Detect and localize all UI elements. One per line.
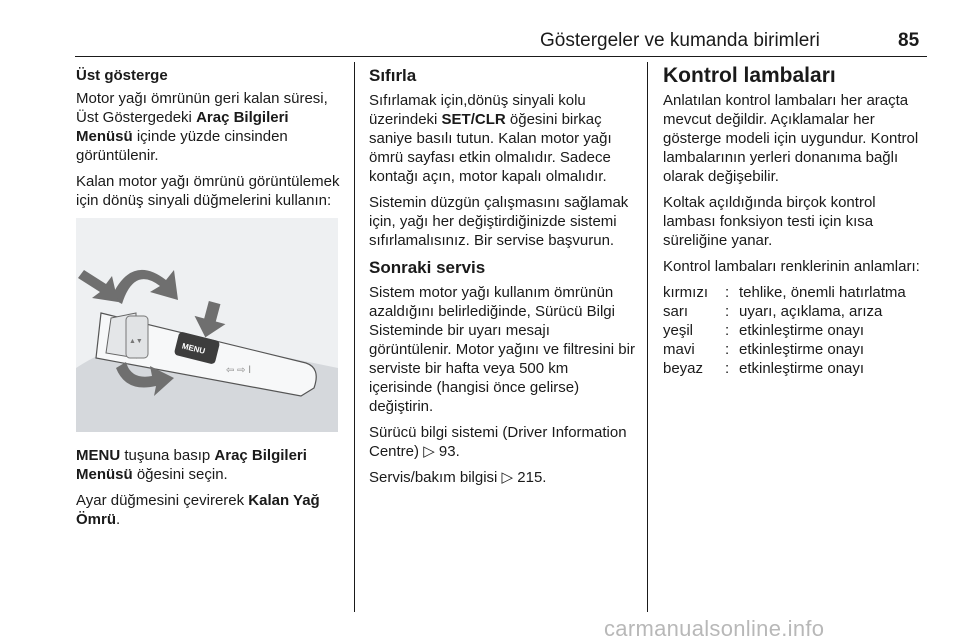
menu-button-label: MENU [180, 341, 207, 356]
color-meaning-table [663, 283, 906, 378]
set-clr-ring [126, 316, 148, 358]
section-heading-sonraki-servis: Sonraki servis [369, 258, 486, 277]
column-divider-1 [354, 62, 355, 612]
page-ref-link[interactable]: 93. [438, 443, 460, 460]
paragraph: Sistemin düzgün çalışmasını sağlamak için, yağı her değiştirdiğinizde sistemi sıfırlamalısınız. Bir servise başvurun. [369, 194, 629, 249]
paragraph: Koltak açıldığında birçok kontrol lambası fonksiyon testi için kısa süreliğine yanar. [663, 194, 876, 249]
header-title: Göstergeler ve kumanda birimleri [540, 30, 820, 51]
turn-signal-lever-illustration [76, 218, 338, 432]
header-rule [75, 56, 927, 57]
table-row: beyaz : etkinleştirme onayı [663, 360, 865, 377]
paragraph: Ayar düğmesini çevirerek Kalan Yağ Ömrü. [76, 492, 320, 528]
page-ref-icon: ▷ [501, 469, 514, 486]
section-heading-ust-gosterge: Üst gösterge [76, 67, 168, 84]
figure-turn-signal-lever [76, 218, 338, 432]
page-ref-icon: ▷ [423, 443, 435, 460]
watermark: carmanualsonline.info [604, 616, 825, 641]
section-heading-sifirla: Sıfırla [369, 66, 417, 85]
column-divider-2 [647, 62, 648, 612]
paragraph: MENU tuşuna basıp Araç Bilgileri Menüsü öğesini seçin. [76, 447, 307, 483]
table-row: kırmızı : tehlike, önemli hatırlatma [663, 284, 906, 301]
column-3 [663, 66, 929, 378]
svg-text:▲▼: ▲▼ [129, 338, 143, 345]
paragraph: Sürücü bilgi sistemi (Driver Information Centre) ▷ 93. [369, 424, 627, 460]
page-number: 85 [898, 30, 920, 51]
paragraph: Kontrol lambaları renklerinin anlamları: [663, 258, 920, 275]
table-row: yeşil : etkinleştirme onayı [663, 322, 865, 339]
table-row: mavi : etkinleştirme onayı [663, 341, 865, 358]
paragraph: Sistem motor yağı kullanım ömrünün azaldığını belirlediğinde, Sürücü Bilgi Sisteminde bir uyarı mesajı görüntülenir. Motor yağını ve filtresini bir serviste bir hafta veya 500 km içerisinde (hangisi önce gelirse) değiştirin. [369, 284, 635, 415]
svg-text:⇦ ⇨ ǀ: ⇦ ⇨ ǀ [226, 365, 251, 376]
paragraph: Kalan motor yağı ömrünü görüntülemek için dönüş sinyali düğmelerini kullanın: [76, 173, 340, 209]
column-1 [76, 66, 344, 536]
page-ref-link[interactable]: 215. [517, 469, 547, 486]
paragraph: Sıfırlamak için,dönüş sinyali kolu üzerindeki SET/CLR öğesini birkaç saniye basılı tutun. Kalan motor yağı ömrü sayfası etkin olmalıdır. Sadece kontağı açın, motor kapalı olmalıdır. [369, 92, 612, 185]
column-2 [369, 66, 635, 494]
paragraph: Anlatılan kontrol lambaları her araçta mevcut değildir. Açıklamalar her gösterge modeli için uygundur. Kontrol lambalarının yerleri donanıma bağlı olarak değişebilir. [663, 92, 919, 185]
paragraph: Servis/bakım bilgisi ▷ 215. [369, 469, 547, 486]
section-heading-kontrol-lambalari: Kontrol lambaları [663, 64, 836, 87]
paragraph: Motor yağı ömrünün geri kalan süresi, Üst Göstergedeki Araç Bilgileri Menüsü içinde yüzde cinsinden görüntülenir. [76, 90, 328, 164]
table-row: sarı : uyarı, açıklama, arıza [663, 303, 883, 320]
